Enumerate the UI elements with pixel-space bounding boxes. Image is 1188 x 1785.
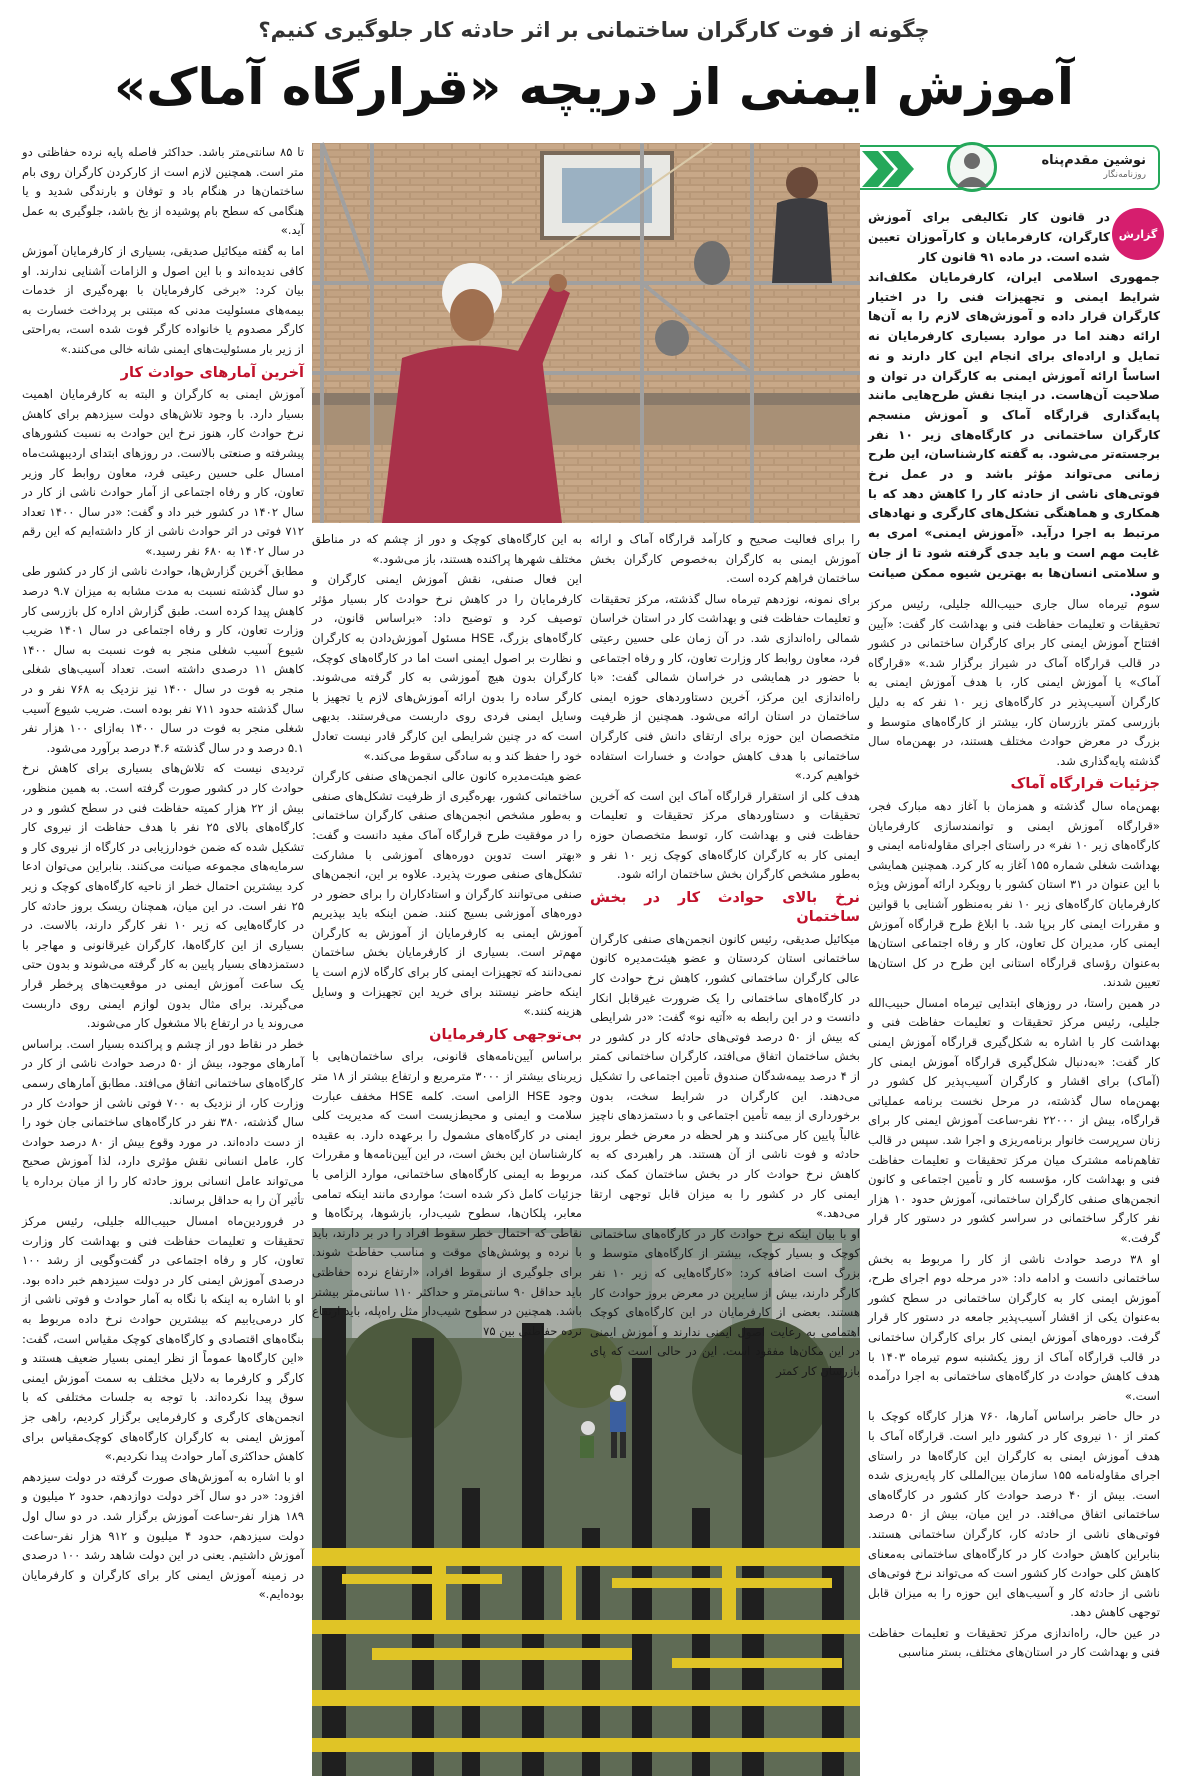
column-3-body — [312, 530, 582, 1338]
column-2-body — [590, 530, 861, 1378]
section-heading: نرخ بالای حوادث کار در بخش ساختمان — [590, 889, 860, 926]
lead-paragraph-rest: جمهوری اسلامی ایران، کارفرمایان مکلف‌اند شرایط ایمنی و تجهیزات فنی را در اختیار کارگران قرار داده و آموزش‌های لازم را به آن‌ها ارائه دهند اما در موارد بسیاری کارفرمایان نه تمایل و اراده‌ای برای انجام این کار دارند و نه اساساً ارائه آموزش ایمنی به کارگران در توان و صلاحیت آن‌هاست. در اینجا نقش طرح‌هایی مانند پایه‌گذاری قرارگاه آماک و آموزش منسجم کارگران ساختمانی در کارگاه‌های زیر ۱۰ نفر برجسته‌تر می‌شود. به گفته کارشناسان، این طرح زمانی می‌تواند مؤثر باشد و در عمل نرخ فوتی‌های ناشی از حادثه کار را کاهش دهد که با همکاری و هماهنگی تشکل‌های کارگری و نهادهای مرتبط به اجرا درآید. «آموزش ایمنی» امری به غایت مهم است و باید جدی گرفته شود تا از جان و سلامتی انسان‌ها به بهترین شیوه ممکن صیانت شود. — [868, 270, 1160, 600]
paragraph: در حال حاضر براساس آمارها، ۷۶۰ هزار کارگاه کوچک با کمتر از ۱۰ نیروی کار در کشور دایر است. قرارگاه آماک با هدف آموزش ایمنی به کارگران این کارگاه‌ها در راستای اجرای مقاوله‌نامه ۱۵۵ سازمان بین‌المللی کار پایه‌ریزی شده است. بیش از ۴۰ درصد حوادث کار کشور در کارگاه‌های ساختمانی اتفاق می‌افتد. در این میان، بیش از ۵۰ درصد فوتی‌های ناشی از حادثه کار، کارگران ساختمانی هستند. بنابراین کاهش حوادث کار در کارگاه‌های ساختمانی به‌معنای کاهش کلی حوادث کار کشور است که می‌تواند نرخ فوتی‌های ناشی از حادثه کار و آسیب‌های این حوزه را به میزان قابل توجهی کاهش دهد. — [868, 1409, 1160, 1620]
paragraph: او با اشاره به آموزش‌های صورت گرفته در دولت سیزدهم افزود: «در دو سال آخر دولت دوازدهم، حدود ۲ میلیون و ۱۸۹ هزار نفر-ساعت آموزش برگزار شد. در دو سال اول دولت سیزدهم، حدود ۴ میلیون و ۹۱۲ هزار نفر-ساعت آموزش داشتیم. یعنی در این دولت شاهد رشد ۱۰۰ درصدی در زمینه آموزش ایمنی کار برای کارگران و کارفرمایان بوده‌ایم.» — [22, 1469, 304, 1602]
paragraph: را برای فعالیت صحیح و کارآمد قرارگاه آماک و ارائه آموزش ایمنی به کارگران به‌خصوص کارگران بخش ساختمان فراهم کرده است. — [590, 532, 860, 586]
paragraph: تردیدی نیست که تلاش‌های بسیاری برای کاهش نرخ حوادث کار در کشور صورت گرفته است. به همین منظور، بیش از ۲۲ هزار کمیته حفاظت فنی در سطح کشور و در کارگاه‌های بالای ۲۵ نفر با هدف حفاظت از نیروی کار تشکیل شده که ضمن خودارزیابی در کارگاه از نیروی کار و سرمایه‌های مجموعه صیانت می‌کنند. بنابراین می‌توان ادعا کرد بیشترین احتمال خطر از ناحیه کارگاه‌های کوچک و زیر ۲۵ نفر است. در این میان، همچنان ریسک بروز حادثه کار در کارگاه‌هایی که زیر ۱۰ نفر کارگر دارند، بالاست. در بسیاری از این کارگاه‌ها، کارگران غیرقانونی و مهاجر با دستمزدهای بسیار پایین به کار گرفته می‌شوند و بدون حتی یک ساعت آموزش ایمنی در موقعیت‌های پرخطر قرار می‌گیرند. برای مثال بدون لوازم ایمنی روی داربست می‌روند یا در ارتفاع بالا مشغول کار می‌شوند. — [22, 761, 304, 1031]
author-info — [1041, 153, 1146, 180]
paragraph: هدف کلی از استقرار قرارگاه آماک این است که آخرین تحقیقات و دستاوردهای مرکز تحقیقات و تعلیمات حفاظت فنی و بهداشت کار، توسط متخصصان حوزه ایمنی کار به کارگران کارگاه‌های کوچک زیر ۱۰ نفر و به‌طور مشخص کارگران بخش ساختمان ارائه شود. — [590, 788, 861, 882]
section-heading: بی‌توجهی کارفرمایان — [429, 1026, 582, 1043]
photo-workers-scaffolding — [312, 143, 860, 523]
author-role: روزنامه‌نگار — [1103, 170, 1146, 180]
paragraph: او ۳۸ درصد حوادث ناشی از کار را مربوط به بخش ساختمانی دانست و ادامه داد: «در مرحله دوم اجرای طرح، آموزش ایمنی کار به کارگران ساختمانی در سطح کشور به‌عنوان یکی از اقشار آسیب‌پذیر جامعه در دستور کار قرار گرفت. دوره‌های آموزش ایمنی کار برای کارگران ساختمانی در قالب قرارگاه آماک از روز یکشنبه سوم تیرماه ۱۴۰۳ با هدف کاهش حوادث در کارگاه‌های ساختمانی به اجرا درآمده است.» — [868, 1251, 1160, 1403]
paragraph: اما به گفته میکائیل صدیقی، بسیاری از کارفرمایان آموزش کافی ندیده‌اند و با این اصول و الزامات آشنایی ندارند. او بیان کرد: «برخی کارفرمایان با بهره‌گیری از خدمات بیمه‌های مسئولیت مدنی که مبتنی بر پرداخت خسارت به کارگر مصدوم یا خانواده کارگر فوت شده است، به‌راحتی از زیر بار مسئولیت‌های ایمنی شانه خالی می‌کنند.» — [22, 243, 304, 356]
byline-box — [850, 145, 1160, 190]
article-title: آموزش ایمنی از دریچه «قرارگاه آماک» — [114, 58, 1074, 116]
paragraph: در عین حال، راه‌اندازی مرکز تحقیقات و تعلیمات حفاظت فنی و بهداشت کار در استان‌های مختلف، بستر مناسبی — [868, 1625, 1160, 1660]
paragraph: در همین راستا، در روزهای ابتدایی تیرماه امسال حبیب‌الله جلیلی، رئیس مرکز تحقیقات و تعلیمات حفاظت فنی و بهداشت کار با اشاره به شکل‌گیری قرارگاه آموزش ایمنی کار گفت: «به‌دنبال شکل‌گیری قرارگاه آموزش ایمنی کار (آماک) برای اقشار و کارگران آسیب‌پذیر کل کشور در بهمن‌ماه سال گذشته، در مرحل نخست برنامه عملیاتی قرارگاه، بیش از ۲۲۰۰۰ نفر-ساعت آموزش ایمنی کار برای زنان سرپرست خانوار برنامه‌ریزی و اجرا شد. سپس در قالب تفاهم‌نامه مشترک میان مرکز تحقیقات و تعلیمات حفاظت فنی و بهداشت کار، مؤسسه کار و تأمین اجتماعی و کانون انجمن‌های صنفی کارگران ساختمانی، آموزش حدود ۱۰ هزار نفر کارگر ساختمانی در سراسر کشور در دستور کار قرار گرفت.» — [868, 995, 1160, 1245]
paragraph: به این کارگاه‌های کوچک و دور از چشم که در مناطق مختلف شهرها پراکنده هستند، باز می‌شود.» — [312, 532, 582, 566]
article-subtitle: چگونه از فوت کارگران ساختمانی بر اثر حادثه کار جلوگیری کنیم؟ — [258, 18, 930, 42]
author-name: نوشین مقدم‌پناه — [1041, 153, 1146, 168]
paragraph: او با بیان اینکه نرخ حوادث کار در کارگاه‌های ساختمانی کوچک و بسیار کوچک، بیشتر از کارگاه‌های متوسط و بزرگ است اضافه کرد: «کارگاه‌هایی که زیر ۱۰ نفر کارگر دارند، بیش از سایرین در معرض بروز حوادث کار هستند. بعضی از کارفرمایان در این کارگاه‌های کوچک اهتمامی به رعایت اصول ایمنی ندارند و آموزش ایمنی در این مکان‌ها مفقود است. این در حالی است که پای بازرسان کار کمتر — [590, 1226, 860, 1378]
column-1-body — [868, 595, 1160, 1775]
paragraph: تا ۸۵ سانتی‌متر باشد. حداکثر فاصله پایه نرده حفاظتی دو متر است. همچنین لازم است از کارکردن کارگران روی بام ساختمان‌ها در هنگام باد و توفان و بارندگی شدید و یا هنگامی که سطح بام پوشیده از یخ باشد، جلوگیری به عمل آید.» — [22, 145, 304, 238]
paragraph: عضو هیئت‌مدیره کانون عالی انجمن‌های صنفی کارگران ساختمانی کشور، بهره‌گیری از ظرفیت تشکل‌های صنفی و به‌طور مشخص انجمن‌های صنفی کارگران ساختمانی را در موفقیت طرح قرارگاه آماک مفید دانست و گفت: «بهتر است تدوین دوره‌های آموزشی با مشارکت تشکل‌های صنفی صورت پذیرد. علاوه بر این، انجمن‌های صنفی می‌توانند کارگران و استادکاران را برای حضور در دوره‌های آموزشی بسیج کنند. ضمن اینکه باید بپذیریم آموزش ایمنی به کارفرمایان از آموزش به کارگران مهم‌تر است. بسیاری از کارفرمایان بخش ساختمان نمی‌دانند که تجهیزات ایمنی کار برای کارگاه لازم است یا اینکه حاضر نیستند برای خرید این تجهیزات و وسایل هزینه کنند.» — [312, 769, 582, 1019]
section-heading: آخرین آمارهای حوادث کار — [120, 364, 304, 381]
paragraph: در فروردین‌ماه امسال حبیب‌الله جلیلی، رئیس مرکز تحقیقات و تعلیمات حفاظت فنی و بهداشت کار وزارت تعاون، کار و رفاه اجتماعی در گفت‌وگویی از رشد ۱۰۰ درصدی آموزش ایمنی کار در دولت سیزدهم خبر داده بود. او با اشاره به اینکه با نگاه به آمار حوادث و فوتی ناشی از کار درمی‌یابیم که بیشترین حوادث نرخ داده مربوط به بنگاه‌های اقتصادی و کارگاه‌های کوچک مقیاس است، گفت: «این کارگاه‌ها عموماً از نظر ایمنی بسیار ضعیف هستند و کارگر و کارفرما به دلایل مختلف به سمت آموزش ایمنی سوق پیدا نکرده‌اند. با توجه به جلسات مختلفی که با انجمن‌های کارگری و کارفرمایی برگزار کردیم، راهی جز آموزش ایمنی به کارگران کارگاه‌های کوچک‌مقیاس برای کاهش حداکثری آمار حوادث پیدا نکردیم.» — [22, 1214, 304, 1464]
paragraph: بهمن‌ماه سال گذشته و همزمان با آغاز دهه مبارک فجر، «قرارگاه آموزش ایمنی و توانمندسازی کارفرمایان کارگاه‌های زیر ۱۰ نفر» در راستای اجرای مقاوله‌نامه ایمنی و بهداشت شغلی شماره ۱۵۵ آغاز به کار کرد. همچنین همایشی با این عنوان در ۳۱ استان کشور با رویکرد ارائه آموزش ویژه کارفرمایان کارگاه‌های زیر ۱۰ نفر به‌منظور آشنایی با قوانین و مقررات ایمنی کار برپا شد. با ابلاغ طرح قرارگاه آموزش ایمنی کار، مدیران کل تعاون، کار و رفاه اجتماعی استان‌ها به‌عنوان رؤسای قرارگاه استانی این طرح در کل استان‌ها تعیین شدند. — [868, 798, 1161, 990]
paragraph: براساس آیین‌نامه‌های قانونی، برای ساختمان‌هایی با زیربنای بیشتر از ۳۰۰۰ مترمربع و ارتفاع بیشتر از ۱۸ متر وجود HSE الزامی است. کلمه HSE مخفف عبارت سلامت و ایمنی و محیط‌زیست است که مدیریت کلی ایمنی در کارگاه‌های مشمول را برعهده دارد. به عقیده کارشناسان این بخش است، در این آیین‌نامه‌ها و مقررات مربوط به ایمنی کارگاه‌های ساختمانی، موارد الزامی با جزئیات کامل ذکر شده است؛ مواردی مانند اینکه تمامی معابر، پلکان‌ها، سطوح شیب‌دار، بازشوها، پرتگاه‌ها و نقاطی که احتمال خطر سقوط افراد را در بر دارند، باید با نرده و پوشش‌های موقت و مناسب حفاظت شوند. برای جلوگیری از سقوط افراد، «ارتفاع نرده حفاظتی باید حداقل ۹۰ سانتی‌متر و حداکثر ۱۱۰ سانتی‌متر بیشتر باشد. همچنین در سطوح شیب‌دار مثل راه‌پله، باید ارتفاع نرده حفاظتی بین ۷۵ — [312, 1049, 582, 1338]
lead-paragraph-first: در قانون کار تکالیفی برای آموزش کارگران، کارفرمایان و کارآموزان تعیین شده است. در ماده ۹۱ قانون کار — [868, 210, 1110, 264]
section-heading: جزئیات قرارگاه آماک — [1010, 776, 1160, 793]
paragraph: برای نمونه، نوزدهم تیرماه سال گذشته، مرکز تحقیقات و تعلیمات حفاظت فنی و بهداشت کار در استان خراسان شمالی راه‌اندازی شد. در آن زمان علی حسین رعیتی فرد، معاون روابط کار وزارت تعاون، کار و رفاه اجتماعی با حضور در همایشی در خراسان شمالی گفت: «با راه‌اندازی این مرکز، آخرین دستاوردهای حوزه ایمنی ساختمان در استان ارائه می‌شود. همچنین از ظرفیت متخصصان این حوزه برای ارتقای دانش فنی کارگران ساختمانی با هدف کاهش حوادث و خسارات استفاده خواهیم کرد.» — [590, 591, 860, 783]
report-tag: گزارش — [1112, 208, 1164, 260]
paragraph: مطابق آخرین گزارش‌ها، حوادث ناشی از کار در کشور طی دو سال گذشته نسبت به مدت مشابه به میزان ۹.۷ درصد کاهش پیدا کرده است. طبق گزارش اداره کل بازرسی کار وزارت تعاون، کار و رفاه اجتماعی در سال ۱۴۰۱ ضریب شیوع آسیب شغلی منجر به فوت نسبت به سال ۱۴۰۰ کاهش ۱۱ درصدی داشته است. تعداد آسیب‌های شغلی منجر به فوت در سال ۱۴۰۰ نیز نزدیک به ۷۶۸ نفر و در سال گذشته حدود ۷۱۱ نفر بوده است. ضریب شیوع آسیب شغلی منجر به فوت در سال ۱۴۰۰ به‌ازای ۱۰۰ هزار نفر ۵.۱ درصد و در سال گذشته ۴.۶ درصد برآورد می‌شود. — [22, 564, 304, 755]
chevron-arrows-icon — [862, 151, 942, 187]
paragraph: این فعال صنفی، نقش آموزش ایمنی کارگران و کارفرمایان را در کاهش نرخ حوادث کار بسیار مؤثر توصیف کرد و توضیح داد: «براساس قانون، در کارگاه‌های بزرگ، HSE مسئول آموزش‌دادن به کارگران و نظارت بر اصول ایمنی است اما در کارگاه‌های کوچک، کارگران بدون هیچ آموزشی به کار گرفته می‌شوند. کارگر ساده را بدون ارائه آموزش‌های لازم یا تجهیز با وسایل ایمنی فردی روی داربست می‌فرستند. بدیهی است که در چنین شرایطی این کارگر قادر نیست تعادل خود را حفظ کند و به سادگی سقوط می‌کند.» — [312, 572, 582, 763]
paragraph: سوم تیرماه سال جاری حبیب‌الله جلیلی، رئیس مرکز تحقیقات و تعلیمات حفاظت فنی و بهداشت کار گفت: «آیین افتتاح آموزش ایمنی کار برای کارگران ساختمانی در کشور در قالب قرارگاه آماک در شیراز برگزار شد.» «قرارگاه آماک» یا آموزش ایمنی کار، با هدف آموزش ایمنی به کارگران آسیب‌پذیر در کارگاه‌های زیر ۱۰ نفر که به دلیل بازرسی کمتر بازرسان کار، بیشتر از کارگاه‌های متوسط و بزرگ در معرض حوادث مختلف هستند، در بهمن‌ماه سال گذشته پایه‌گذاری شد. — [868, 597, 1160, 768]
column-4-body — [22, 143, 304, 1778]
person-icon — [950, 145, 994, 189]
paragraph: آموزش ایمنی به کارگران و البته به کارفرمایان اهمیت بسیار دارد. با وجود تلاش‌های دولت سیزدهم برای کاهش نرخ حوادث کار، هنوز نرخ این حوادث به نسبت کشورهای پیشرفته و صنعتی بالاست. در روزهای ابتدای اردیبهشت‌ماه امسال علی حسین رعیتی فرد، معاون روابط کار وزیر تعاون، کار و رفاه اجتماعی از آمار حوادث ناشی از کار در سال ۱۴۰۲ در کشور خبر داد و گفت: «در سال ۱۴۰۰ تعداد ۷۱۲ فوتی در اثر حوادث ناشی از کار داشته‌ایم که این رقم در سال ۱۴۰۲ به ۶۸۰ نفر رسید.» — [22, 387, 304, 558]
author-avatar — [947, 142, 997, 192]
paragraph: خطر در نقاط دور از چشم و پراکنده بسیار است. براساس آمارهای موجود، بیش از ۵۰ درصد حوادث ناشی از کار در کارگاه‌های ساختمانی اتفاق می‌افتد. مطابق آمارهای رسمی وزارت کار، از نزدیک به ۷۰۰ فوتی ناشی از حوادث کار در سال گذشته، ۳۸۰ نفر در کارگاه‌های ساختمانی جان خود را از دست داده‌اند. در مورد وقوع بیش از ۸۰ درصد حوادث کار، عامل انسانی نقش مؤثری دارد، لذا آموزش صحیح می‌تواند عامل انسانی بروز حادثه کار را از میان برداره یا تأثیر آن را به حداقل برساند. — [22, 1036, 305, 1208]
paragraph: میکائیل صدیقی، رئیس کانون انجمن‌های صنفی کارگران ساختمانی استان کردستان و عضو هیئت‌مدیره کانون عالی کارگران ساختمانی کشور، کاهش نرخ حوادث کار در کارگاه‌های ساختمانی را یک ضرورت غیرقابل انکار دانست و در این رابطه به «آتیه نو» گفت: «در شرایطی که بیش از ۵۰ درصد فوتی‌های حادثه کار در کشور در بخش ساختمان اتفاق می‌افتد، کارگران ساختمانی کمتر از ۴ درصد بیمه‌شدگان صندوق تأمین اجتماعی را تشکیل می‌دهند. این کارگران در شرایط سخت، بدون برخورداری از بیمه تأمین اجتماعی و با دستمزدهای ناچیز غالباً پایین کار می‌کنند و هر لحظه در معرض خطر بروز حادثه و فوت ناشی از آن هستند. هر راهبردی که به کاهش نرخ حوادث کار در بخش ساختمان کمک کند، ایمنی کار در کشور را به میزان قابل توجهی ارتقا می‌دهد.» — [590, 931, 860, 1221]
